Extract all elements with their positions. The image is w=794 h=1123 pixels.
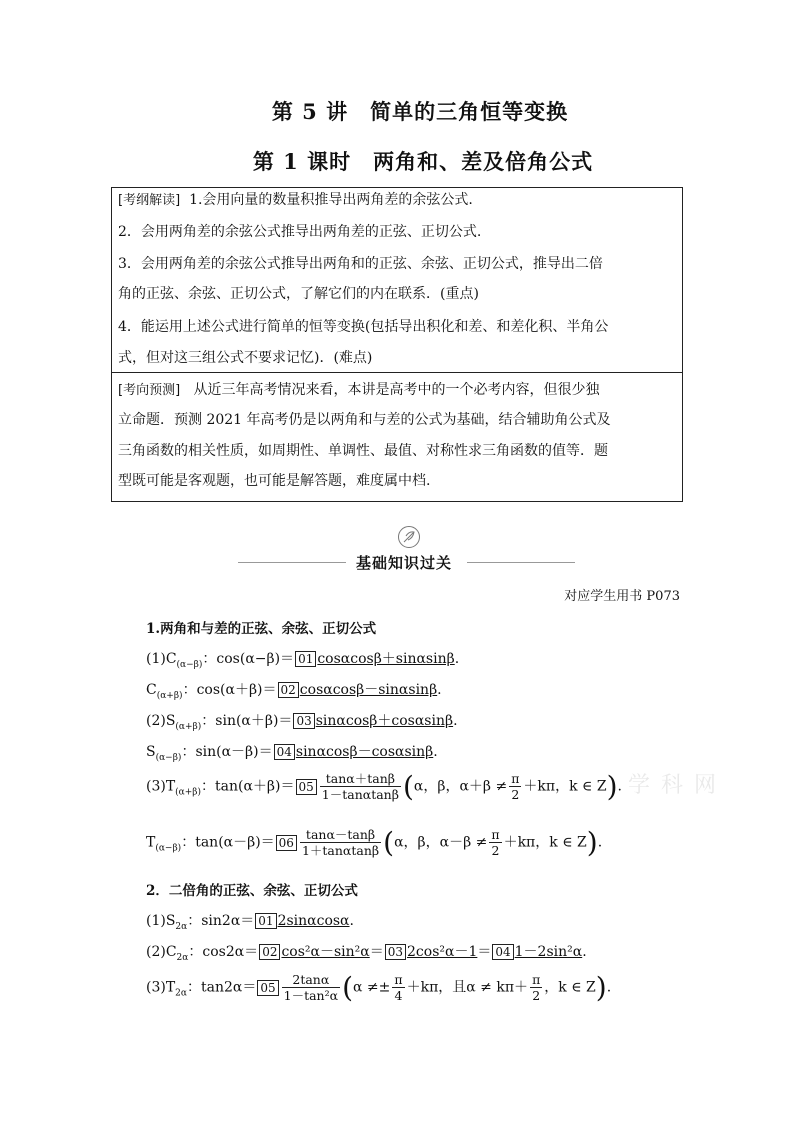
forecast-line-1 <box>118 381 600 400</box>
fraction-pi-over-2 <box>530 972 542 1003</box>
lesson-title <box>0 146 794 176</box>
formula-label: (2)C <box>146 944 177 960</box>
fraction-numerator: π <box>532 972 541 987</box>
formula-subscript: (α−β) <box>155 752 182 763</box>
formula-label: T <box>146 834 156 851</box>
fraction-denominator: 2 <box>532 988 541 1003</box>
blank-number: 04 <box>274 744 295 760</box>
formula-lhs: ：cos(α＋β)＝ <box>182 682 277 698</box>
blank-number: 05 <box>257 980 278 996</box>
section-divider-left <box>238 562 346 563</box>
fraction <box>282 972 340 1003</box>
formula-s-plus: $(2)S_{(\alpha+\beta)}$：sin(α＋β)＝ 03 sinαcosβ＋cosαsinβ. <box>146 713 458 732</box>
formula-lhs: ：sin(α－β)＝ <box>181 744 273 760</box>
forecast-text-1: 从近三年高考情况来看，本讲是高考中的一个必考内容，但很少独 <box>193 382 600 398</box>
fraction-denominator: 2 <box>511 787 520 802</box>
blank-number: 02 <box>278 682 299 698</box>
fraction-numerator: 2tanα <box>282 972 340 988</box>
condition-text: α，β，α－β ≠ <box>394 834 488 851</box>
formula-lhs: ：cos2α＝ <box>188 944 259 960</box>
fraction-denominator: 1－tan²α <box>283 988 339 1003</box>
leaf-icon <box>398 526 420 548</box>
formula-answer: 1－2sin²α <box>514 944 583 960</box>
formula-c-plus: $C_{(\alpha+\beta)}$：cos(α＋β)＝ 02 cosαcosβ－sinαsinβ. <box>146 682 442 701</box>
lesson-topic: 两角和、差及倍角公式 <box>373 149 594 174</box>
formula-subscript: 2α <box>175 988 187 999</box>
formula-subscript: (α+β) <box>175 787 202 798</box>
formula-subscript: (α+β) <box>175 721 202 732</box>
watermark: 学 科 网 <box>628 773 718 798</box>
formula-label: (3)T <box>146 778 176 795</box>
formula-subscript: (α−β) <box>155 843 182 854</box>
syllabus-line-6: 式，但对这三组公式不要求记忆)．(难点) <box>118 350 373 366</box>
lecture-title <box>0 96 794 126</box>
formula-label: (3)T <box>146 979 176 996</box>
condition-text: ＋kπ，k ∈ Z <box>523 778 607 795</box>
blank-number: 04 <box>492 944 513 960</box>
paren-left: ( <box>383 826 395 859</box>
syllabus-text-1: 1.会用向量的数量积推导出两角差的余弦公式. <box>189 192 473 208</box>
formula-lhs: ：tan(α－β)＝ <box>181 834 275 851</box>
formula-label: (1)C <box>146 651 177 667</box>
fraction-numerator: tanα－tanβ <box>300 827 381 843</box>
section-divider-right <box>467 562 575 563</box>
formula-lhs: ：cos(α−β)＝ <box>202 651 295 667</box>
heading-double-angle: 2．二倍角的正弦、余弦、正切公式 <box>146 883 358 899</box>
syllabus-tag: [考纲解读] <box>118 193 181 208</box>
fraction <box>300 827 381 858</box>
syllabus-line-5: 4．能运用上述公式进行简单的恒等变换(包括导出积化和差、和差化积、半角公 <box>118 319 609 335</box>
blank-number: 03 <box>293 713 314 729</box>
formula-t-plus: $(3)T_{(\alpha+\beta)}$：tan(α＋β)＝ 05 $\frac{\tan\alpha+\tan\beta}{1-\tan\alpha\tan\beta}$ (α，β，α＋β ≠ $\frac{\pi}{2}$ ＋kπ，k ∈ Z). <box>146 770 622 803</box>
blank-number: 01 <box>295 651 316 667</box>
formula-c2a: $(2)C_{2\alpha}$：cos2α＝ 02 cos²α－sin²α＝ 03 2cos²α－1＝ 04 1－2sin²α. <box>146 944 587 963</box>
paren-right: ) <box>595 971 607 1004</box>
formula-t2a: $(3)T_{2\alpha}$：tan2α＝ 05 $\frac{2\tan\alpha}{\text{1－tan²α}}$ (α ≠± $\frac{\pi}{4}$ ＋kπ，且α ≠ kπ＋ $\frac{\pi}{2}$ ，k ∈ Z). <box>146 971 612 1004</box>
condition-text: ＋kπ，k ∈ Z <box>503 834 587 851</box>
condition-text: ，k ∈ Z <box>544 979 596 996</box>
fraction-numerator: π <box>511 771 520 786</box>
formula-c-minus: $(1)C_{(\alpha-\beta)}$：cos(α−β)＝ 01 cosαcosβ＋sinαsinβ. <box>146 651 460 670</box>
formula-label: (2)S <box>146 713 176 729</box>
lesson-number: 第 1 课时 <box>252 149 352 174</box>
forecast-box <box>111 372 683 502</box>
formula-s-minus: $S_{(\alpha-\beta)}$：sin(α－β)＝ 04 sinαcosβ－cosαsinβ. <box>146 744 438 763</box>
formula-lhs: ：tan2α＝ <box>186 979 257 996</box>
fraction-numerator: π <box>394 972 403 987</box>
syllabus-box <box>111 187 683 373</box>
forecast-line-2: 立命题．预测 2021 年高考仍是以两角和与差的公式为基础，结合辅助角公式及 <box>118 412 611 428</box>
book-reference: 对应学生用书 P073 <box>564 589 680 604</box>
fraction-denominator: 2 <box>491 843 500 858</box>
forecast-line-4: 型既可能是客观题，也可能是解答题，难度属中档. <box>118 473 431 489</box>
blank-number: 01 <box>255 913 276 929</box>
formula-t-minus: $T_{(\alpha-\beta)}$：tan(α－β)＝ 06 $\frac{\tan\alpha-\tan\beta}{1+\tan\alpha\tan\beta}$ (α，β，α－β ≠ $\frac{\pi}{2}$ ＋kπ，k ∈ Z). <box>146 826 603 859</box>
syllabus-line-3: 3．会用两角差的余弦公式推导出两角和的正弦、余弦、正切公式，推导出二倍 <box>118 256 603 272</box>
blank-number: 02 <box>259 944 280 960</box>
section-title: 基础知识过关 <box>356 554 453 572</box>
lecture-topic: 简单的三角恒等变换 <box>370 99 569 124</box>
fraction-numerator: tanα＋tanβ <box>320 771 401 787</box>
formula-label: S <box>146 744 156 760</box>
paren-left: ( <box>402 770 414 803</box>
formula-answer: sinαcosβ－cosαsinβ <box>295 744 434 760</box>
formula-label: (1)S <box>146 913 176 929</box>
condition-text: α，β，α＋β ≠ <box>413 778 508 795</box>
formula-lhs: ：sin(α＋β)＝ <box>201 713 293 729</box>
formula-answer: 2sinαcosα <box>277 913 350 929</box>
syllabus-line-4: 角的正弦、余弦、正切公式，了解它们的内在联系．(重点) <box>118 286 479 302</box>
formula-lhs: ：sin2α＝ <box>187 913 255 929</box>
fraction-pi-over-2 <box>489 827 501 858</box>
fraction-denominator: 4 <box>394 988 403 1003</box>
fraction <box>320 771 401 802</box>
formula-subscript: 2α <box>176 952 189 963</box>
formula-s2a: $(1)S_{2\alpha}$：sin2α＝ 01 2sinαcosα. <box>146 913 354 932</box>
paren-right: ) <box>586 826 598 859</box>
fraction-pi-over-2 <box>509 771 521 802</box>
fraction-denominator: 1－tanαtanβ <box>321 787 399 802</box>
formula-label: C <box>146 682 157 698</box>
blank-number: 03 <box>385 944 406 960</box>
condition-text: α ≠± <box>353 979 391 996</box>
formula-answer: cosαcosβ－sinαsinβ <box>299 682 438 698</box>
syllabus-line-1 <box>118 191 473 210</box>
fraction-numerator: π <box>491 827 500 842</box>
fraction-denominator: 1＋tanαtanβ <box>301 843 380 858</box>
formula-answer: sinαcosβ＋cosαsinβ <box>315 713 454 729</box>
formula-lhs: ：tan(α＋β)＝ <box>201 778 295 795</box>
condition-text: ＋kπ，且α ≠ kπ＋ <box>406 979 529 996</box>
formula-answer: 2cos²α－1 <box>407 944 478 960</box>
heading-sum-difference: 1.两角和与差的正弦、余弦、正切公式 <box>146 621 377 637</box>
formula-subscript: 2α <box>175 921 188 932</box>
blank-number: 05 <box>296 779 317 795</box>
forecast-tag: [考向预测] <box>118 383 181 398</box>
paren-right: ) <box>606 770 618 803</box>
forecast-line-3: 三角函数的相关性质，如周期性、单调性、最值、对称性求三角函数的值等．题 <box>118 443 608 459</box>
formula-answer: cos²α－sin²α <box>281 944 370 960</box>
blank-number: 06 <box>276 835 297 851</box>
formula-subscript: (α+β) <box>156 690 183 701</box>
formula-subscript: (α−β) <box>176 659 203 670</box>
lecture-number: 第 5 讲 <box>271 99 349 124</box>
formula-answer: cosαcosβ＋sinαsinβ <box>317 651 455 667</box>
paren-left: ( <box>342 971 353 1004</box>
syllabus-line-2: 2．会用两角差的余弦公式推导出两角差的正弦、正切公式. <box>118 224 482 240</box>
fraction-pi-over-4 <box>392 972 404 1003</box>
